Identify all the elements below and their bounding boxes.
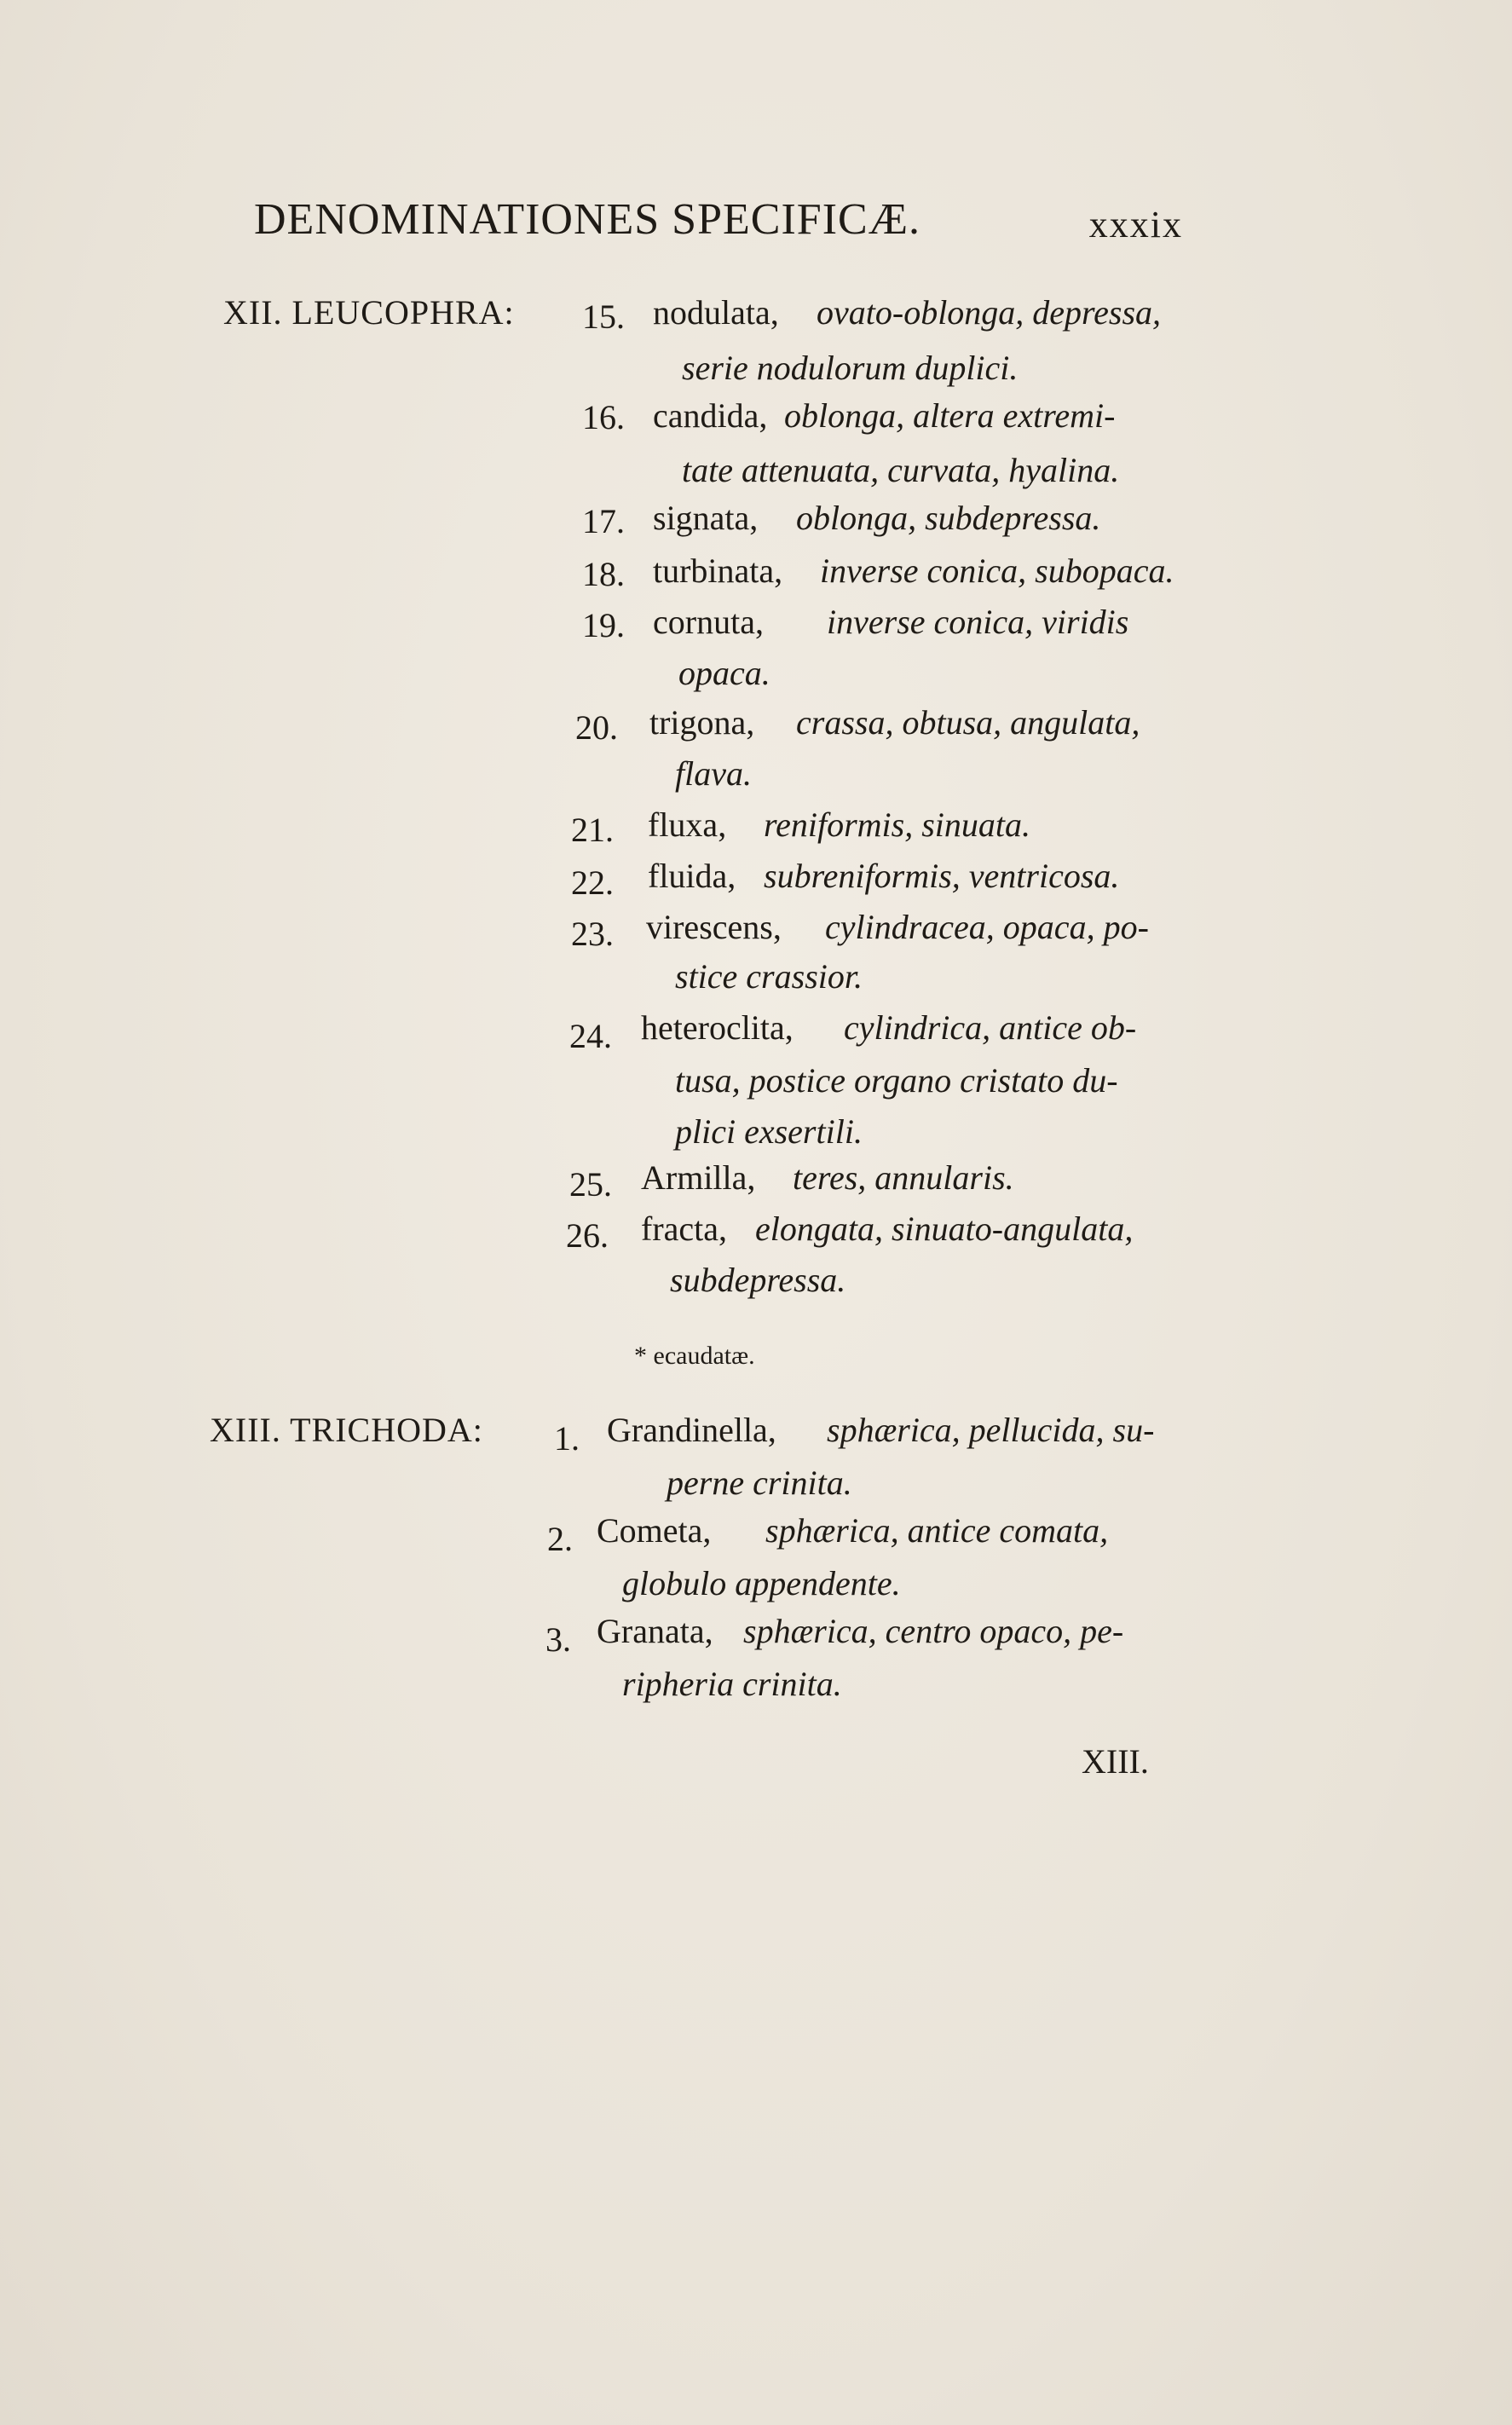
species-name: virescens, (646, 908, 782, 946)
species-name: Armilla, (641, 1158, 756, 1197)
species-description: opaca. (678, 654, 770, 692)
entry-number: 1. (554, 1419, 580, 1458)
species-description: tusa, postice organo cristato du- (675, 1061, 1118, 1100)
species-name: nodulata, (653, 293, 779, 332)
species-description: perne crinita. (667, 1464, 852, 1502)
species-name: fluxa, (648, 805, 727, 844)
entry-number: 19. (582, 606, 625, 644)
species-name: fluida, (648, 857, 736, 895)
species-description: oblonga, subdepressa. (796, 499, 1101, 537)
page-number: xxxix (1088, 204, 1183, 245)
species-description: cylindrica, antice ob- (844, 1008, 1137, 1047)
entry-number: 23. (571, 915, 614, 953)
entry-number: 16. (582, 398, 625, 436)
species-name: signata, (653, 499, 759, 537)
entry-number: 20. (575, 708, 618, 747)
species-name: fracta, (641, 1210, 728, 1248)
species-description: plici exsertili. (675, 1112, 863, 1151)
species-description: teres, annularis. (793, 1158, 1014, 1197)
species-description: inverse conica, subopaca. (820, 551, 1174, 590)
entry-number: 15. (582, 297, 625, 336)
species-description: subdepressa. (670, 1261, 846, 1299)
entry-number: 26. (566, 1216, 609, 1255)
species-name: trigona, (649, 703, 755, 742)
species-name: heteroclita, (641, 1008, 794, 1047)
entry-number: 24. (569, 1017, 612, 1055)
entry-number: 3. (545, 1620, 571, 1659)
entry-number: 2. (547, 1520, 573, 1558)
species-description: elongata, sinuato-angulata, (755, 1210, 1134, 1248)
species-description: ripheria crinita. (622, 1665, 842, 1703)
genus-heading: XII. LEUCOPHRA: (223, 293, 515, 332)
subheading: * ecaudatæ. (634, 1342, 755, 1370)
species-description: sphærica, pellucida, su- (827, 1411, 1155, 1449)
species-name: turbinata, (653, 551, 783, 590)
genus-heading: XIII. TRICHODA: (210, 1411, 483, 1449)
species-name: Grandinella, (607, 1411, 776, 1449)
species-description: inverse conica, viridis (827, 603, 1129, 641)
species-name: candida, (653, 396, 768, 435)
species-description: serie nodulorum duplici. (682, 349, 1019, 387)
species-name: Granata, (597, 1612, 713, 1650)
entry-number: 22. (571, 863, 614, 902)
catchword: XIII. (1082, 1742, 1149, 1781)
species-description: globulo appendente. (622, 1564, 901, 1602)
species-name: cornuta, (653, 603, 764, 641)
species-description: crassa, obtusa, angulata, (796, 703, 1140, 742)
entry-number: 17. (582, 502, 625, 540)
species-description: stice crassior. (675, 957, 863, 996)
running-title: DENOMINATIONES SPECIFICÆ. (254, 195, 920, 244)
species-description: flava. (675, 754, 752, 793)
species-description: reniformis, sinuata. (764, 805, 1030, 844)
species-description: sphærica, centro opaco, pe- (743, 1612, 1124, 1650)
species-description: ovato-oblonga, depressa, (817, 293, 1162, 332)
entry-number: 25. (569, 1165, 612, 1204)
species-description: sphærica, antice comata, (765, 1511, 1109, 1550)
entry-number: 18. (582, 555, 625, 593)
species-name: Cometa, (597, 1511, 712, 1550)
entry-number: 21. (571, 811, 614, 849)
species-description: oblonga, altera extremi- (784, 396, 1116, 435)
species-description: subreniformis, ventricosa. (764, 857, 1120, 895)
species-description: tate attenuata, curvata, hyalina. (682, 451, 1120, 489)
species-description: cylindracea, opaca, po- (825, 908, 1149, 946)
